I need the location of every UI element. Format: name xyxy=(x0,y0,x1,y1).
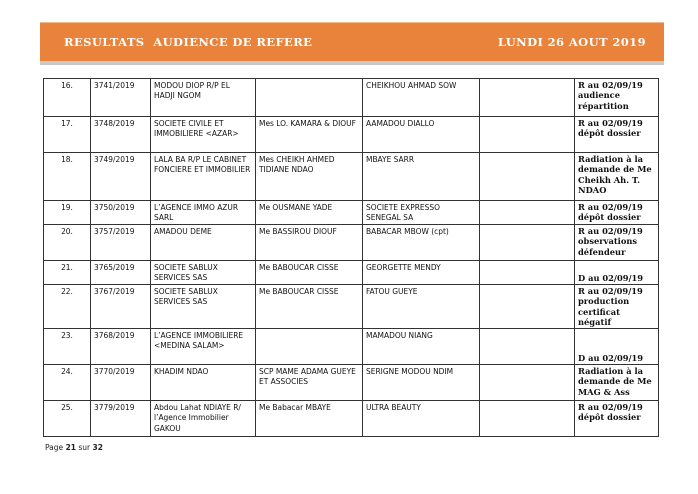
plaintiff: Abdou Lahat NDIAYE R/ l’Agence Immobilier GAKOU xyxy=(151,401,256,437)
table-row xyxy=(44,117,659,153)
decision: R au 02/09/19 observations défendeur xyxy=(575,225,659,261)
plaintiff: LALA BA R/P LE CABINET FONCIERE ET IMMOBILIER xyxy=(151,153,256,201)
decision: D au 02/09/19 xyxy=(575,329,659,365)
row-number: 25. xyxy=(44,401,91,437)
row-number: 16. xyxy=(44,79,91,117)
table-row xyxy=(44,329,659,365)
decision: D au 02/09/19 xyxy=(575,261,659,285)
page-separator: sur xyxy=(78,443,91,452)
row-number: 22. xyxy=(44,285,91,329)
defendant: BABACAR MBOW (cpt) xyxy=(363,225,480,261)
defendant-lawyer xyxy=(480,117,575,153)
total-pages: 32 xyxy=(92,443,103,452)
case-number: 3748/2019 xyxy=(91,117,151,153)
defendant: SOCIETE EXPRESSO SENEGAL SA xyxy=(363,201,480,225)
defendant: FATOU GUEYE xyxy=(363,285,480,329)
table-row xyxy=(44,201,659,225)
plaintiff: MODOU DIOP R/P EL HADJI NGOM xyxy=(151,79,256,117)
decision: R au 02/09/19 production certificat négatif xyxy=(575,285,659,329)
row-number: 18. xyxy=(44,153,91,201)
defendant-lawyer xyxy=(480,79,575,117)
case-number: 3767/2019 xyxy=(91,285,151,329)
case-number: 3765/2019 xyxy=(91,261,151,285)
plaintiff-lawyer: Mes CHEIKH AHMED TIDIANE NDAO xyxy=(256,153,363,201)
defendant: MBAYE SARR xyxy=(363,153,480,201)
plaintiff-lawyer: Me Babacar MBAYE xyxy=(256,401,363,437)
current-page-number: 21 xyxy=(65,443,76,452)
row-number: 20. xyxy=(44,225,91,261)
plaintiff-lawyer xyxy=(256,79,363,117)
defendant: SERIGNE MODOU NDIM xyxy=(363,365,480,401)
defendant: CHEIKHOU AHMAD SOW xyxy=(363,79,480,117)
plaintiff-lawyer: Me BABOUCAR CISSE xyxy=(256,261,363,285)
decision: R au 02/09/19 audience répartition xyxy=(575,79,659,117)
table-row xyxy=(44,365,659,401)
defendant: GEORGETTE MENDY xyxy=(363,261,480,285)
defendant-lawyer xyxy=(480,225,575,261)
plaintiff: AMADOU DEME xyxy=(151,225,256,261)
plaintiff: KHADIM NDAO xyxy=(151,365,256,401)
row-number: 24. xyxy=(44,365,91,401)
page-footer xyxy=(45,443,103,452)
plaintiff: SOCIETE CIVILE ET IMMOBILIERE <AZAR> xyxy=(151,117,256,153)
decision: R au 02/09/19 dépôt dossier xyxy=(575,401,659,437)
defendant: AAMADOU DIALLO xyxy=(363,117,480,153)
case-number: 3757/2019 xyxy=(91,225,151,261)
table-row xyxy=(44,225,659,261)
table-row xyxy=(44,401,659,437)
table-row xyxy=(44,261,659,285)
plaintiff: L’AGENCE IMMOBILIERE <MEDINA SALAM> xyxy=(151,329,256,365)
defendant-lawyer xyxy=(480,329,575,365)
defendant: ULTRA BEAUTY xyxy=(363,401,480,437)
row-number: 21. xyxy=(44,261,91,285)
results-table-body xyxy=(44,79,659,437)
table-row xyxy=(44,79,659,117)
hearing-date: LUNDI 26 AOUT 2019 xyxy=(497,35,646,49)
page-title: RESULTATS AUDIENCE DE REFERE xyxy=(64,35,313,49)
plaintiff-lawyer: Me OUSMANE YADE xyxy=(256,201,363,225)
page-label: Page xyxy=(45,443,64,452)
table-row xyxy=(44,153,659,201)
case-number: 3770/2019 xyxy=(91,365,151,401)
results-table xyxy=(43,78,659,437)
table-row xyxy=(44,285,659,329)
defendant-lawyer xyxy=(480,261,575,285)
case-number: 3768/2019 xyxy=(91,329,151,365)
row-number: 19. xyxy=(44,201,91,225)
case-number: 3779/2019 xyxy=(91,401,151,437)
plaintiff-lawyer: Me BABOUCAR CISSE xyxy=(256,285,363,329)
defendant: MAMADOU NIANG xyxy=(363,329,480,365)
decision: R au 02/09/19 dépôt dossier xyxy=(575,201,659,225)
row-number: 23. xyxy=(44,329,91,365)
plaintiff-lawyer: Me BASSIROU DIOUF xyxy=(256,225,363,261)
row-number: 17. xyxy=(44,117,91,153)
case-number: 3741/2019 xyxy=(91,79,151,117)
defendant-lawyer xyxy=(480,401,575,437)
plaintiff: SOCIETE SABLUX SERVICES SAS xyxy=(151,261,256,285)
defendant-lawyer xyxy=(480,201,575,225)
defendant-lawyer xyxy=(480,153,575,201)
decision: R au 02/09/19 dépôt dossier xyxy=(575,117,659,153)
plaintiff-lawyer: Mes LO. KAMARA & DIOUF xyxy=(256,117,363,153)
plaintiff-lawyer xyxy=(256,329,363,365)
decision: Radiation à la demande de Me Cheikh Ah. T. NDAO xyxy=(575,153,659,201)
defendant-lawyer xyxy=(480,285,575,329)
case-number: 3749/2019 xyxy=(91,153,151,201)
plaintiff-lawyer: SCP MAME ADAMA GUEYE ET ASSOCIES xyxy=(256,365,363,401)
plaintiff: L’AGENCE IMMO AZUR SARL xyxy=(151,201,256,225)
case-number: 3750/2019 xyxy=(91,201,151,225)
plaintiff: SOCIETE SABLUX SERVICES SAS xyxy=(151,285,256,329)
decision: Radiation à la demande de Me MAG & Ass xyxy=(575,365,659,401)
header-banner xyxy=(40,22,664,65)
defendant-lawyer xyxy=(480,365,575,401)
